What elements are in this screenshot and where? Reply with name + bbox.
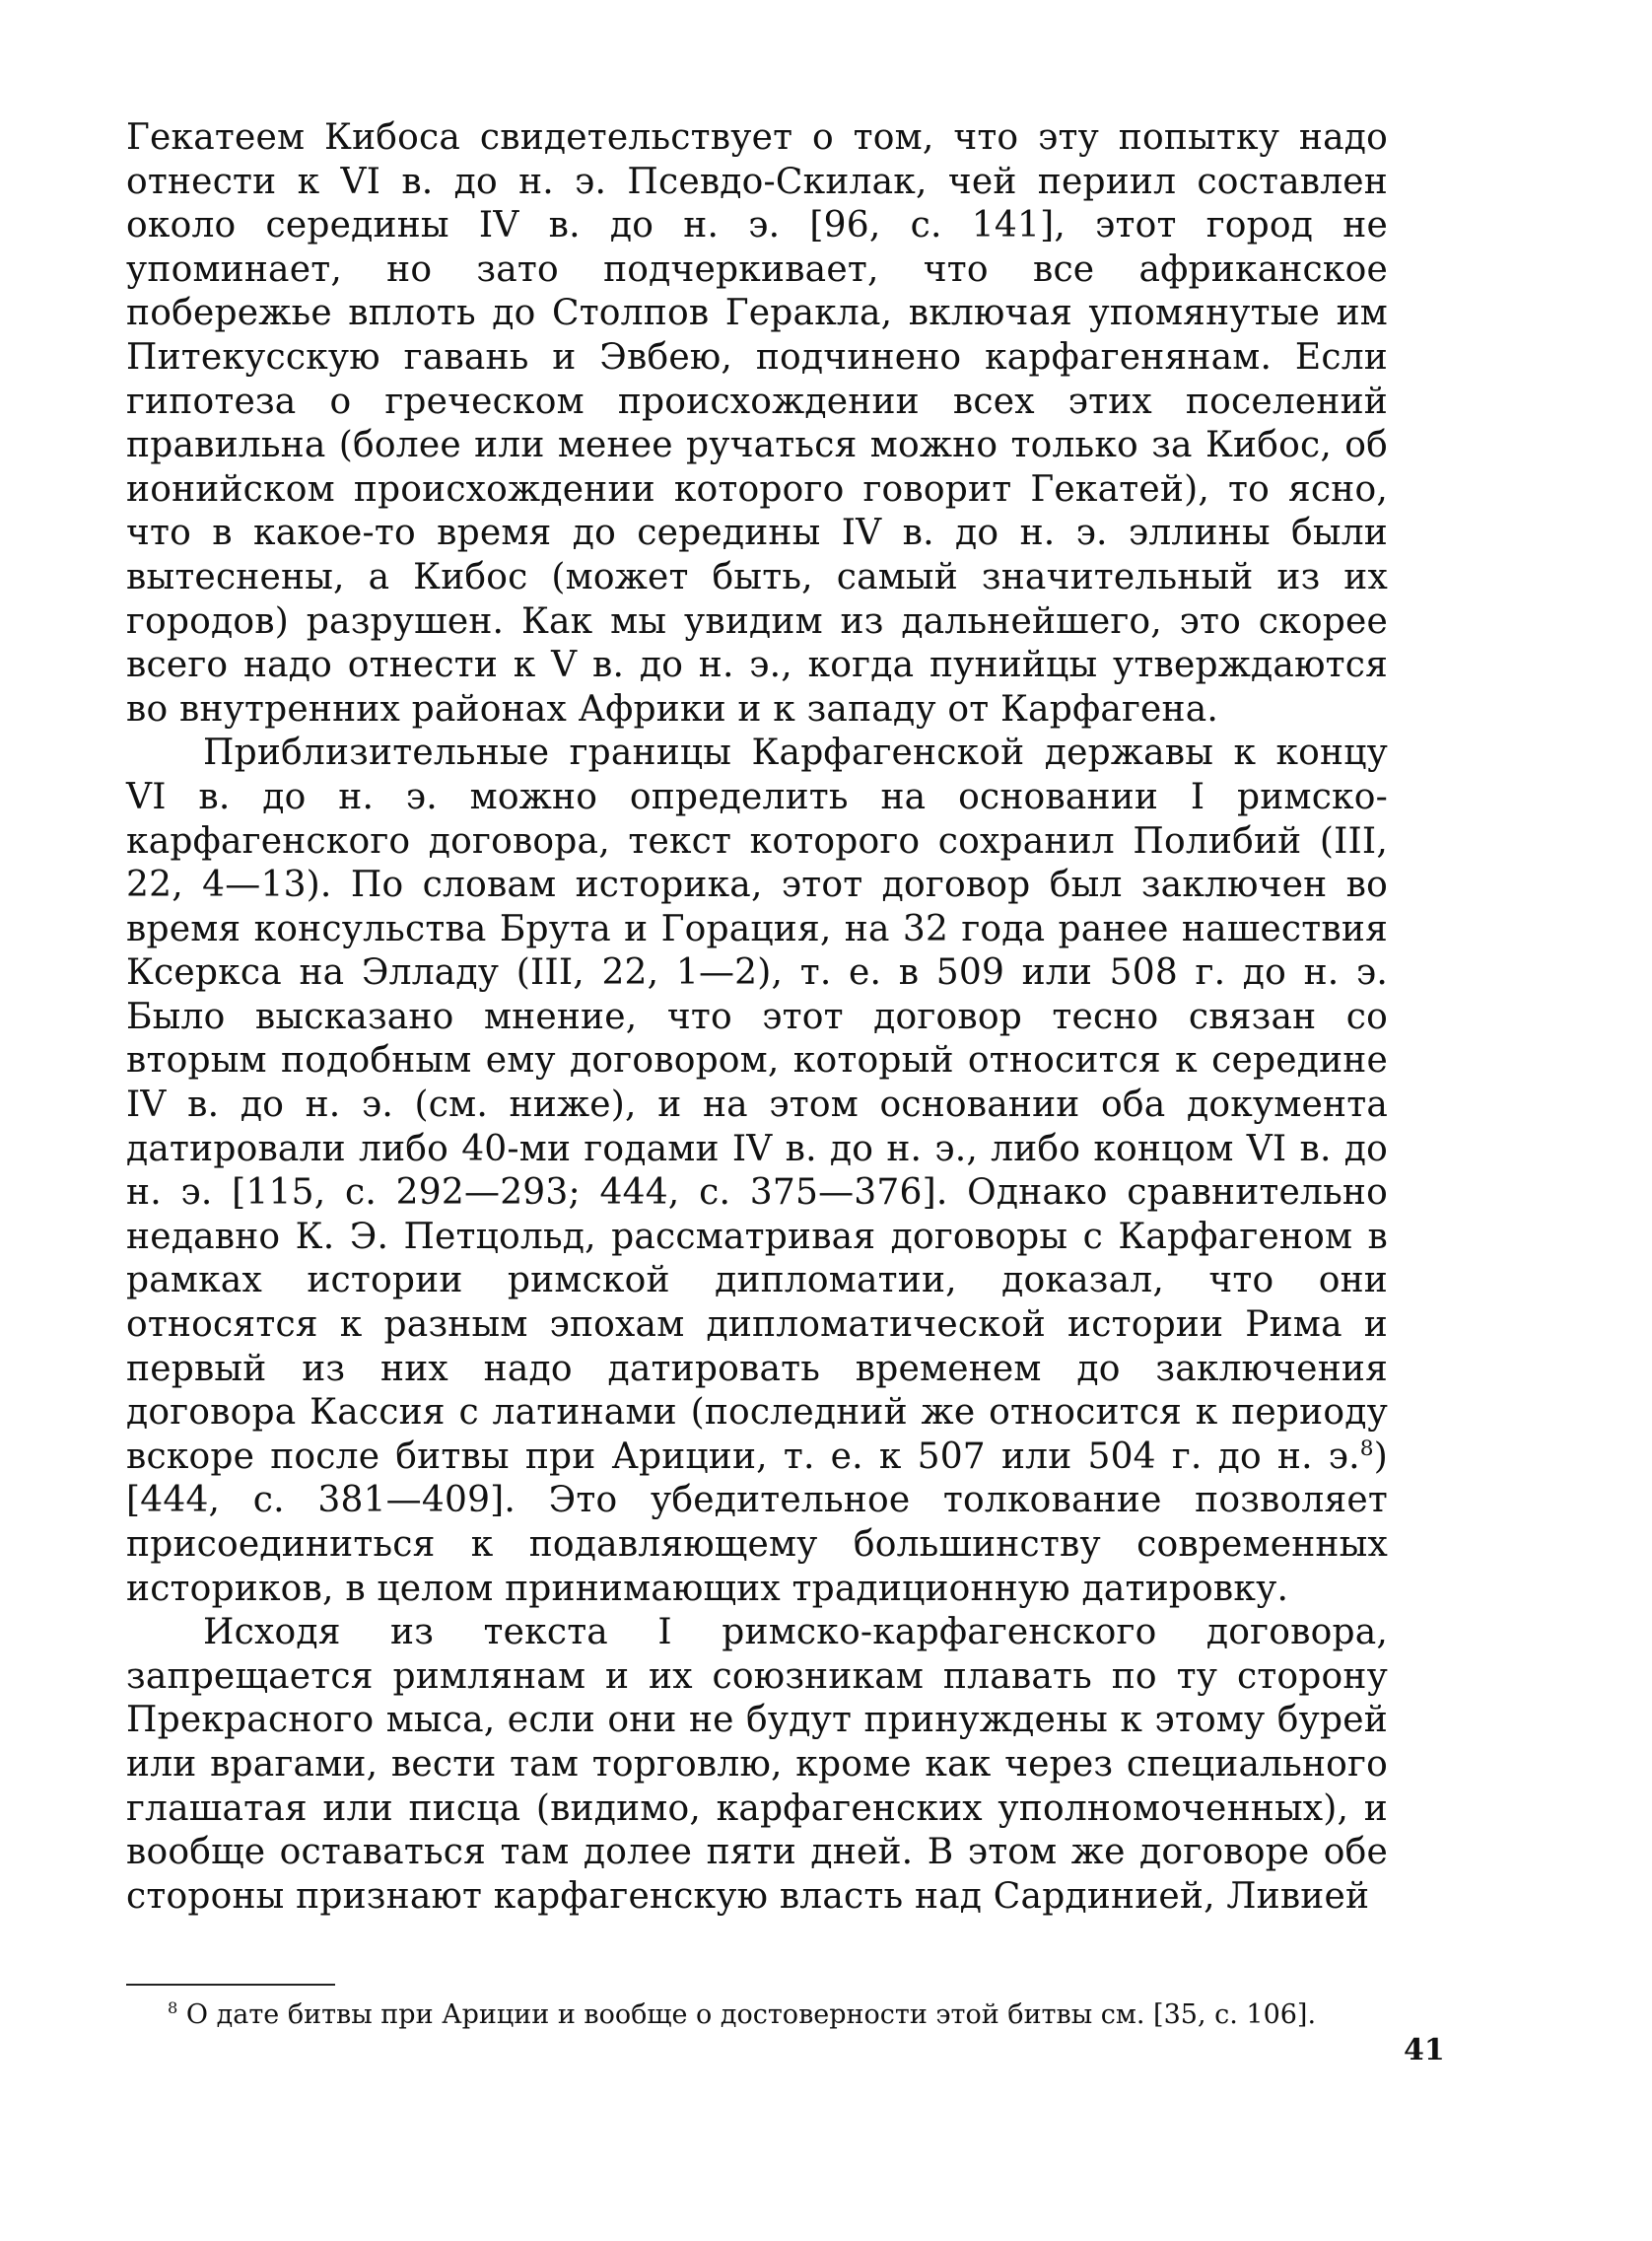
- page-body: [126, 116, 1388, 1919]
- paragraph-2: [126, 732, 1388, 1611]
- paragraph-3: [126, 1611, 1388, 1919]
- paragraph-2-text: Приблизительные границы Карфагенской державы к концу VI в. до н. э. можно определить на основании I римско-карфагенского договора, текст которого сохранил Полибий (III, 22, 4—13). По словам историка, этот договор был заключен во время консульства Брута и Горация, на 32 года ранее нашествия Ксеркса на Элладу (III, 22, 1—2), т. е. в 509 или 508 г. до н. э. Было высказано мнение, что этот договор тесно связан со вторым подобным ему договором, который относится к середине IV в. до н. э. (см. ниже), и на этом основании оба документа датировали либо 40-ми годами IV в. до н. э., либо концом VI в. до н. э. [115, с. 292—293; 444, с. 375—376]. Однако сравнительно недавно К. Э. Петцольд, рассматривая договоры с Карфагеном в рамках истории римской дипломатии, доказал, что они относятся к разным эпохам дипломатической истории Рима и первый из них надо датировать временем до заключения договора Кассия с латинами (последний же относится к периоду вскоре после битвы при Ариции, т. е. к 507 или 504 г. до н. э.: [126, 733, 1388, 1477]
- footnote-mark: 8: [168, 1998, 178, 2017]
- footnote-reference[interactable]: 8: [1359, 1436, 1374, 1461]
- footnote: [126, 1997, 1386, 2033]
- paragraph-1: [126, 116, 1388, 732]
- footnote-divider: [126, 1984, 335, 1986]
- paragraph-3-text: Исходя из текста I римско-карфагенского договора, запрещается римлянам и их союзникам плавать по ту сторону Прекрасного мыса, если они не будут принуждены к этому бурей или врагами, вести там торговлю, кроме как через специального глашатая или писца (видимо, карфагенских уполномоченных), и вообще оставаться там долее пяти дней. В этом же договоре обе стороны признают карфагенскую власть над Сардинией, Ливией: [126, 1612, 1388, 1917]
- page-number: 41: [1404, 2033, 1445, 2067]
- paragraph-2-continuation: ) [444, с. 381—409]. Это убедительное толкование позволяет присоединиться к подавляющему большинству современных историков, в целом принимающих традиционную датировку.: [126, 1436, 1388, 1609]
- paragraph-1-text: Гекатеем Кибоса свидетельствует о том, что эту попытку надо отнести к VI в. до н. э. Псевдо-Скилак, чей периил составлен около середины IV в. до н. э. [96, с. 141], этот город не упоминает, но зато подчеркивает, что все африканское побережье вплоть до Столпов Геракла, включая упомянутые им Питекусскую гавань и Эвбею, подчинено карфагенянам. Если гипотеза о греческом происхождении всех этих поселений правильна (более или менее ручаться можно только за Кибос, об ионийском происхождении которого говорит Гекатей), то ясно, что в какое-то время до середины IV в. до н. э. эллины были вытеснены, а Кибос (может быть, самый значительный из их городов) разрушен. Как мы увидим из дальнейшего, это скорее всего надо отнести к V в. до н. э., когда пунийцы утверждаются во внутренних районах Африки и к западу от Карфагена.: [126, 117, 1388, 730]
- footnote-text: О дате битвы при Ариции и вообще о достоверности этой битвы см. [35, с. 106].: [185, 1999, 1317, 2030]
